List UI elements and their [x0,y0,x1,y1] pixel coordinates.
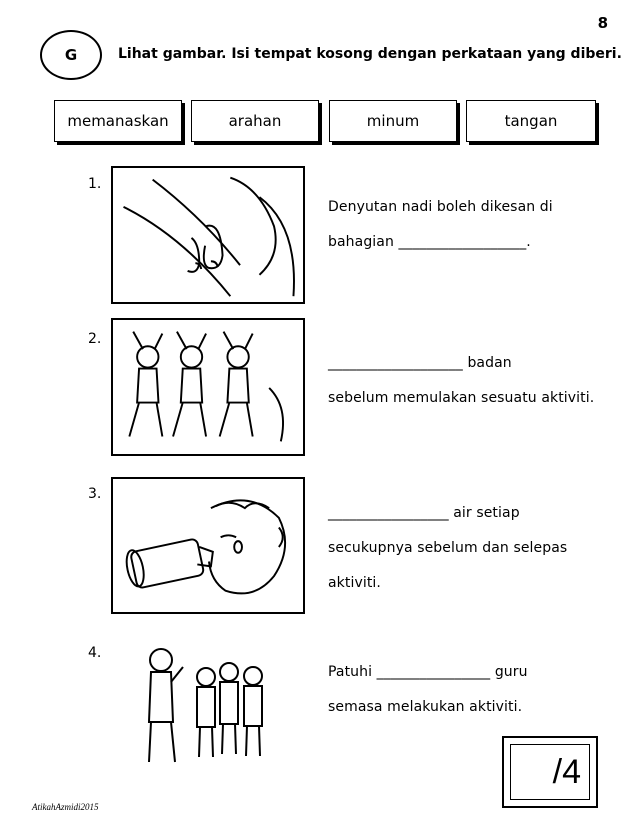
question-line: ___________________ badan [328,355,512,371]
boy-drinking-illustration [111,477,305,614]
word-bank-item: memanaskan [54,100,182,142]
question-text [328,655,618,725]
wrist-pulse-illustration [111,166,305,304]
footer-credit: AtikahAzmidi2015 [32,802,99,812]
question-line: bahagian __________________. [328,234,531,250]
question-number: 4. [88,645,102,661]
question-text [328,346,618,416]
section-letter: G [64,46,78,64]
question-number: 3. [88,486,102,502]
section-label [40,30,102,80]
teacher-instructing-illustration [111,632,305,772]
score-box [502,736,598,808]
question-line: sebelum memulakan sesuatu aktiviti. [328,390,595,406]
question-line: Patuhi ________________ guru [328,664,528,680]
score-value: /4 [510,744,590,800]
question-line: semasa melakukan aktiviti. [328,699,523,715]
question-text [328,496,618,601]
word-bank-item: minum [329,100,457,142]
instruction: Lihat gambar. Isi tempat kosong dengan perkataan yang diberi. [118,46,622,62]
question-line: aktiviti. [328,575,381,591]
question-line: _________________ air setiap [328,505,520,521]
question-line: secukupnya sebelum dan selepas [328,540,568,556]
question-number: 1. [88,176,102,192]
word-bank-item: arahan [191,100,319,142]
page-number: 8 [597,14,608,32]
children-warm-up-illustration [111,318,305,456]
question-line: Denyutan nadi boleh dikesan di [328,199,553,215]
question-number: 2. [88,331,102,347]
question-text [328,190,608,260]
word-bank-item: tangan [466,100,596,142]
